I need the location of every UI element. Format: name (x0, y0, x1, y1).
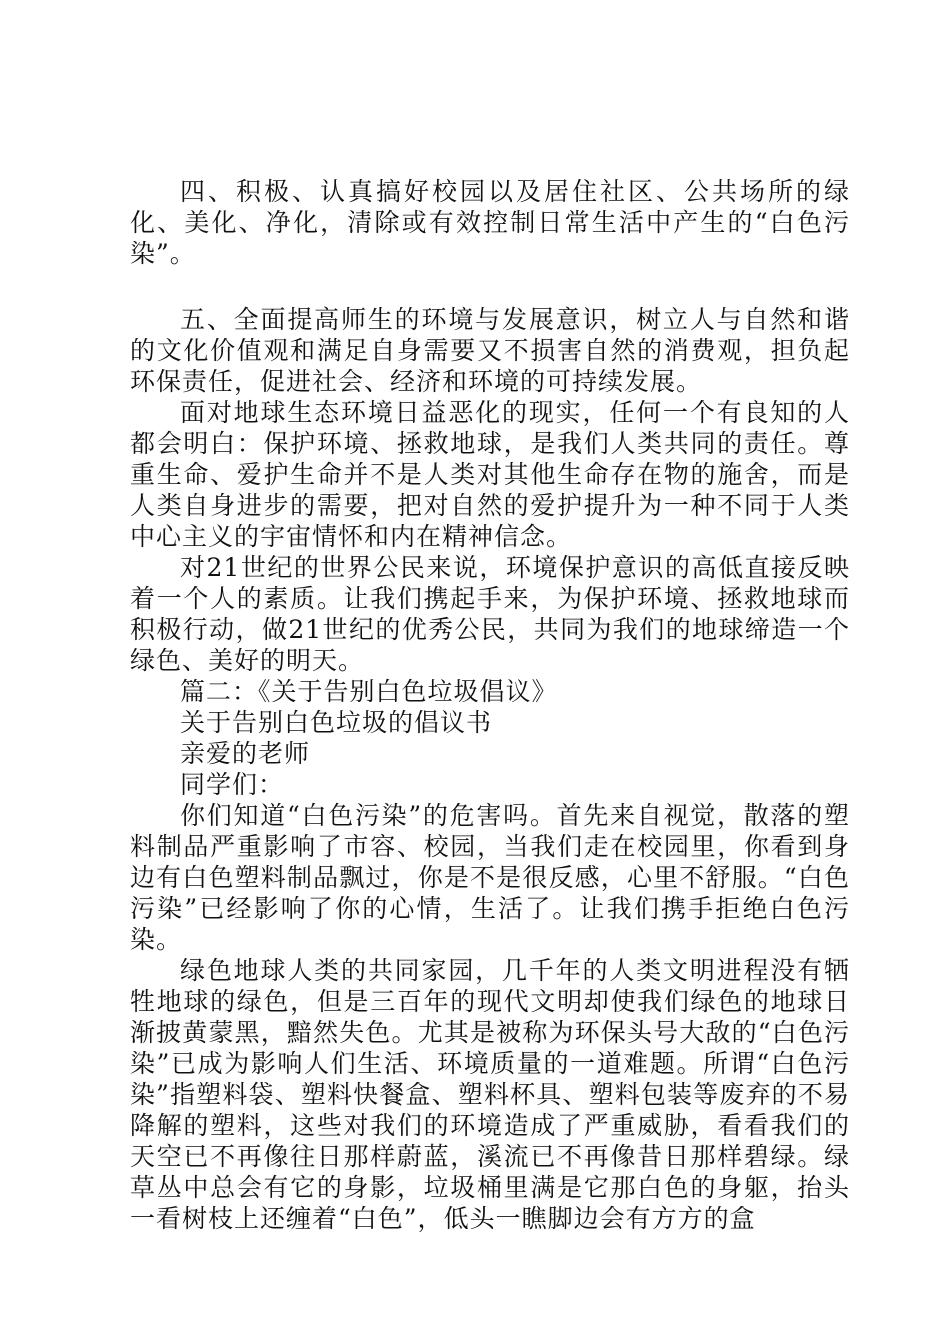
salutation-teachers: 亲爱的老师 (180, 739, 311, 768)
proposal-title: 关于告别白色垃圾的倡议书 (180, 708, 493, 737)
paragraph-citizens: 对21世纪的世界公民来说，环境保护意识的高低直接反映着一个人的素质。让我们携起手来，为保护环境、拯救地球而积极行动，做21世纪的优秀公民，共同为我们的地球缔造一个绿色、美好的明天。 (130, 553, 850, 675)
document-body (130, 176, 850, 1234)
section-heading: 篇二：《关于告别白色垃圾倡议》 (180, 677, 558, 706)
paragraph-responsibility: 面对地球生态环境日益恶化的现实，任何一个有良知的人都会明白：保护环境、拯救地球，是我们人类共同的责任。尊重生命、爱护生命并不是人类对其他生命存在物的施舍，而是人类自身进步的需要，把对自然的爱护提升为一种不同于人类中心主义的宇宙情怀和内在精神信念。 (130, 398, 850, 551)
salutation-students: 同学们： (180, 770, 285, 799)
paragraph-item-4: 四、积极、认真搞好校园以及居住社区、公共场所的绿化、美化、净化，清除或有效控制日常生活中产生的“白色污染”。 (130, 177, 850, 268)
paragraph-gap (130, 269, 850, 304)
paragraph-green-earth: 绿色地球人类的共同家园，几千年的人类文明进程没有牺牲地球的绿色，但是三百年的现代文明却使我们绿色的地球日渐披黄蒙黑，黯然失色。尤其是被称为环保头号大敌的“白色污染”已成为影响人们生活、环境质量的一道难题。所谓“白色污染”指塑料袋、塑料快餐盒、塑料杯具、塑料包装等废弃的不易降解的塑料，这些对我们的环境造成了严重威胁，看看我们的天空已不再像往日那样蔚蓝，溪流已不再像昔日那样碧绿。绿草丛中总会有它的身影，垃圾桶里满是它那白色的身躯，抬头一看树枝上还缠着“白色”，低头一瞧脚边会有方方的盒 (130, 956, 850, 1233)
paragraph-item-5: 五、全面提高师生的环境与发展意识，树立人与自然和谐的文化价值观和满足自身需要又不损害自然的消费观，担负起环保责任，促进社会、经济和环境的可持续发展。 (130, 305, 850, 396)
paragraph-harm: 你们知道“白色污染”的危害吗。首先来自视觉，散落的塑料制品严重影响了市容、校园，当我们走在校园里，你看到身边有白色塑料制品飘过，你是不是很反感，心里不舒服。“白色污染”已经影响了你的心情，生活了。让我们携手拒绝白色污染。 (130, 801, 850, 954)
